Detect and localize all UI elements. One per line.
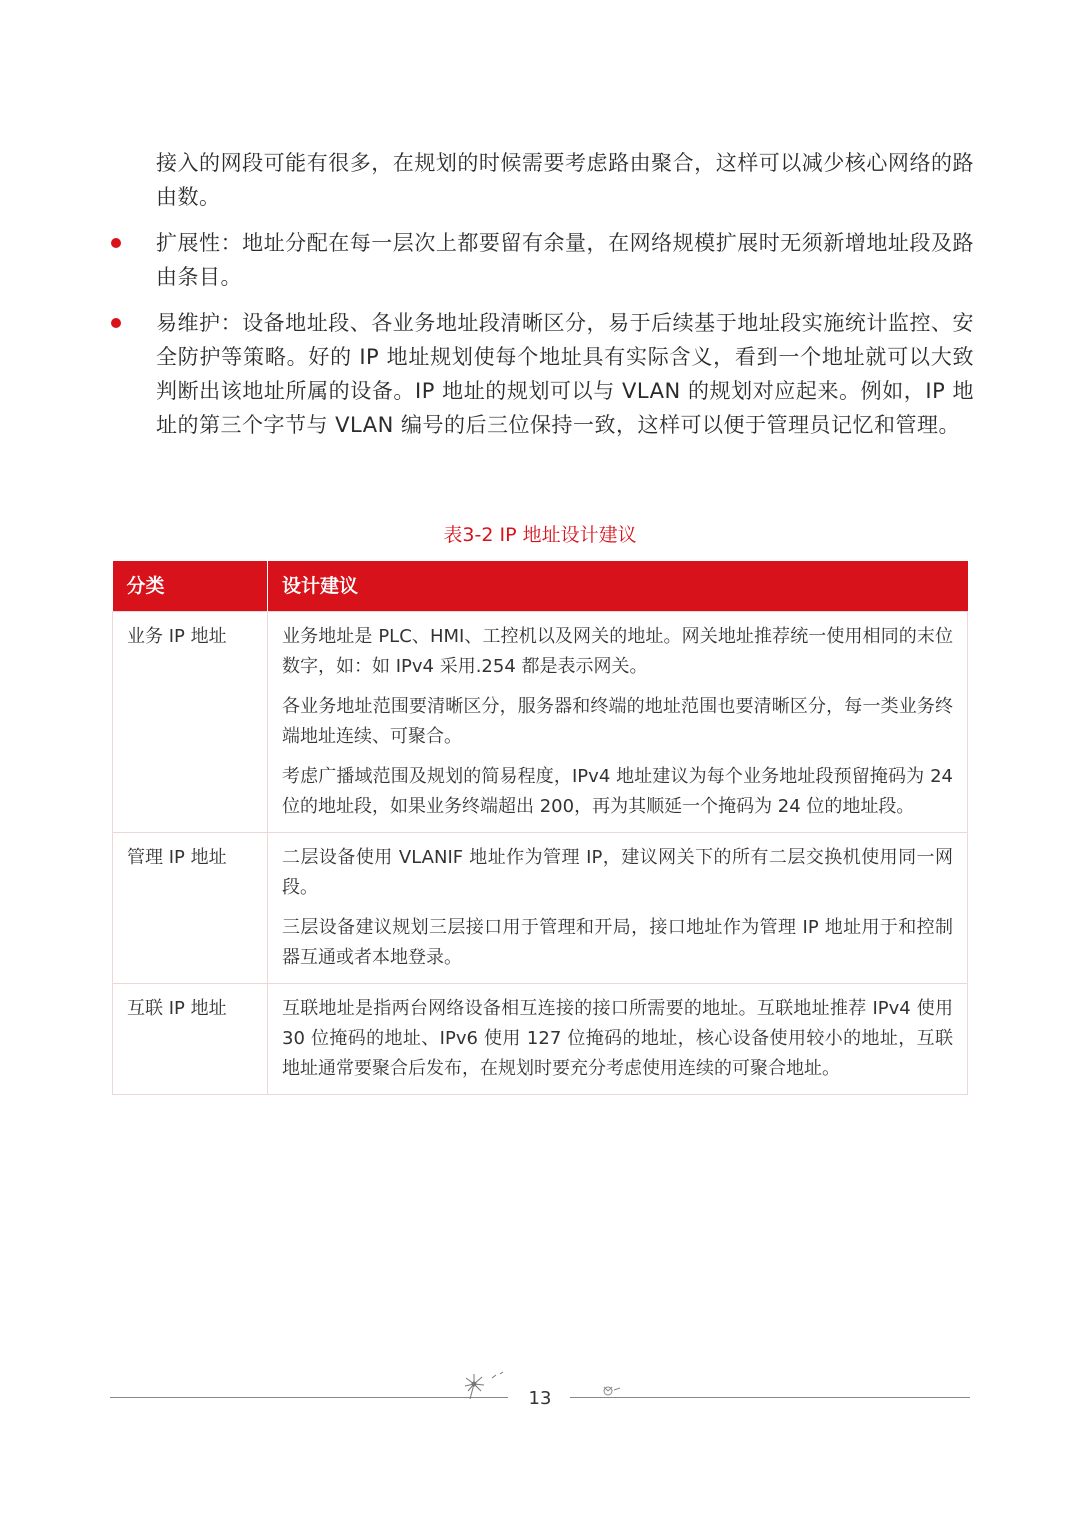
dandelion-icon bbox=[462, 1370, 506, 1400]
bullet-text: 易维护：设备地址段、各业务地址段清晰区分，易于后续基于地址段实施统计监控、安全防护等策略。好的 IP 地址规划使每个地址具有实际含义，看到一个地址就可以大致判断出该地址所属的设备。IP 地址的规划可以与 VLAN 的规划对应起来。例如，IP 地址的第三个字节与 VLAN 编号的后三位保持一致，这样可以便于管理员记忆和管理。 bbox=[156, 311, 974, 437]
row-category: 互联 IP 地址 bbox=[113, 984, 268, 1095]
small-dandelion-icon bbox=[600, 1384, 624, 1398]
row-suggestions bbox=[268, 833, 968, 984]
ip-design-table bbox=[112, 561, 968, 1095]
bullet-item-maintainability bbox=[108, 306, 974, 442]
bullet-text: 扩展性：地址分配在每一层次上都要留有余量，在网络规模扩展时无须新增地址段及路由条目。 bbox=[156, 231, 974, 289]
row-category: 业务 IP 地址 bbox=[113, 612, 268, 833]
page-number: 13 bbox=[528, 1388, 552, 1409]
header-category: 分类 bbox=[113, 561, 268, 612]
bullet-dot-icon bbox=[111, 318, 121, 328]
suggestion-text: 三层设备建议规划三层接口用于管理和开局，接口地址作为管理 IP 地址用于和控制器互通或者本地登录。 bbox=[282, 917, 953, 968]
suggestion-text: 各业务地址范围要清晰区分，服务器和终端的地址范围也要清晰区分，每一类业务终端地址连续、可聚合。 bbox=[282, 696, 953, 747]
row-category: 管理 IP 地址 bbox=[113, 833, 268, 984]
header-suggestion: 设计建议 bbox=[268, 561, 968, 612]
bullet-dot-icon bbox=[111, 238, 121, 248]
bullet-item-scalability bbox=[108, 226, 974, 294]
suggestion-text: 业务地址是 PLC、HMI、工控机以及网关的地址。网关地址推荐统一使用相同的末位数字，如：如 IPv4 采用.254 都是表示网关。 bbox=[282, 626, 953, 677]
row-suggestions bbox=[268, 612, 968, 833]
row-suggestions bbox=[268, 984, 968, 1095]
table-row bbox=[113, 984, 968, 1095]
footer-divider-left bbox=[110, 1397, 508, 1398]
footer-divider-right bbox=[570, 1397, 970, 1398]
table-header-row bbox=[113, 561, 968, 612]
body-text bbox=[108, 146, 974, 442]
table-caption: 表3-2 IP 地址设计建议 bbox=[443, 524, 637, 546]
suggestion-text: 互联地址是指两台网络设备相互连接的接口所需要的地址。互联地址推荐 IPv4 使用 30 位掩码的地址、IPv6 使用 127 位掩码的地址，核心设备使用较小的地址，互联地址通常要聚合后发布，在规划时要充分考虑使用连续的可聚合地址。 bbox=[282, 998, 953, 1079]
table-row bbox=[113, 612, 968, 833]
table-row bbox=[113, 833, 968, 984]
suggestion-text: 二层设备使用 VLANIF 地址作为管理 IP，建议网关下的所有二层交换机使用同一网段。 bbox=[282, 847, 953, 898]
suggestion-text: 考虑广播域范围及规划的简易程度，IPv4 地址建议为每个业务地址段预留掩码为 24 位的地址段，如果业务终端超出 200，再为其顺延一个掩码为 24 位的地址段。 bbox=[282, 766, 953, 817]
continuation-paragraph: 接入的网段可能有很多，在规划的时候需要考虑路由聚合，这样可以减少核心网络的路由数。 bbox=[156, 151, 974, 209]
